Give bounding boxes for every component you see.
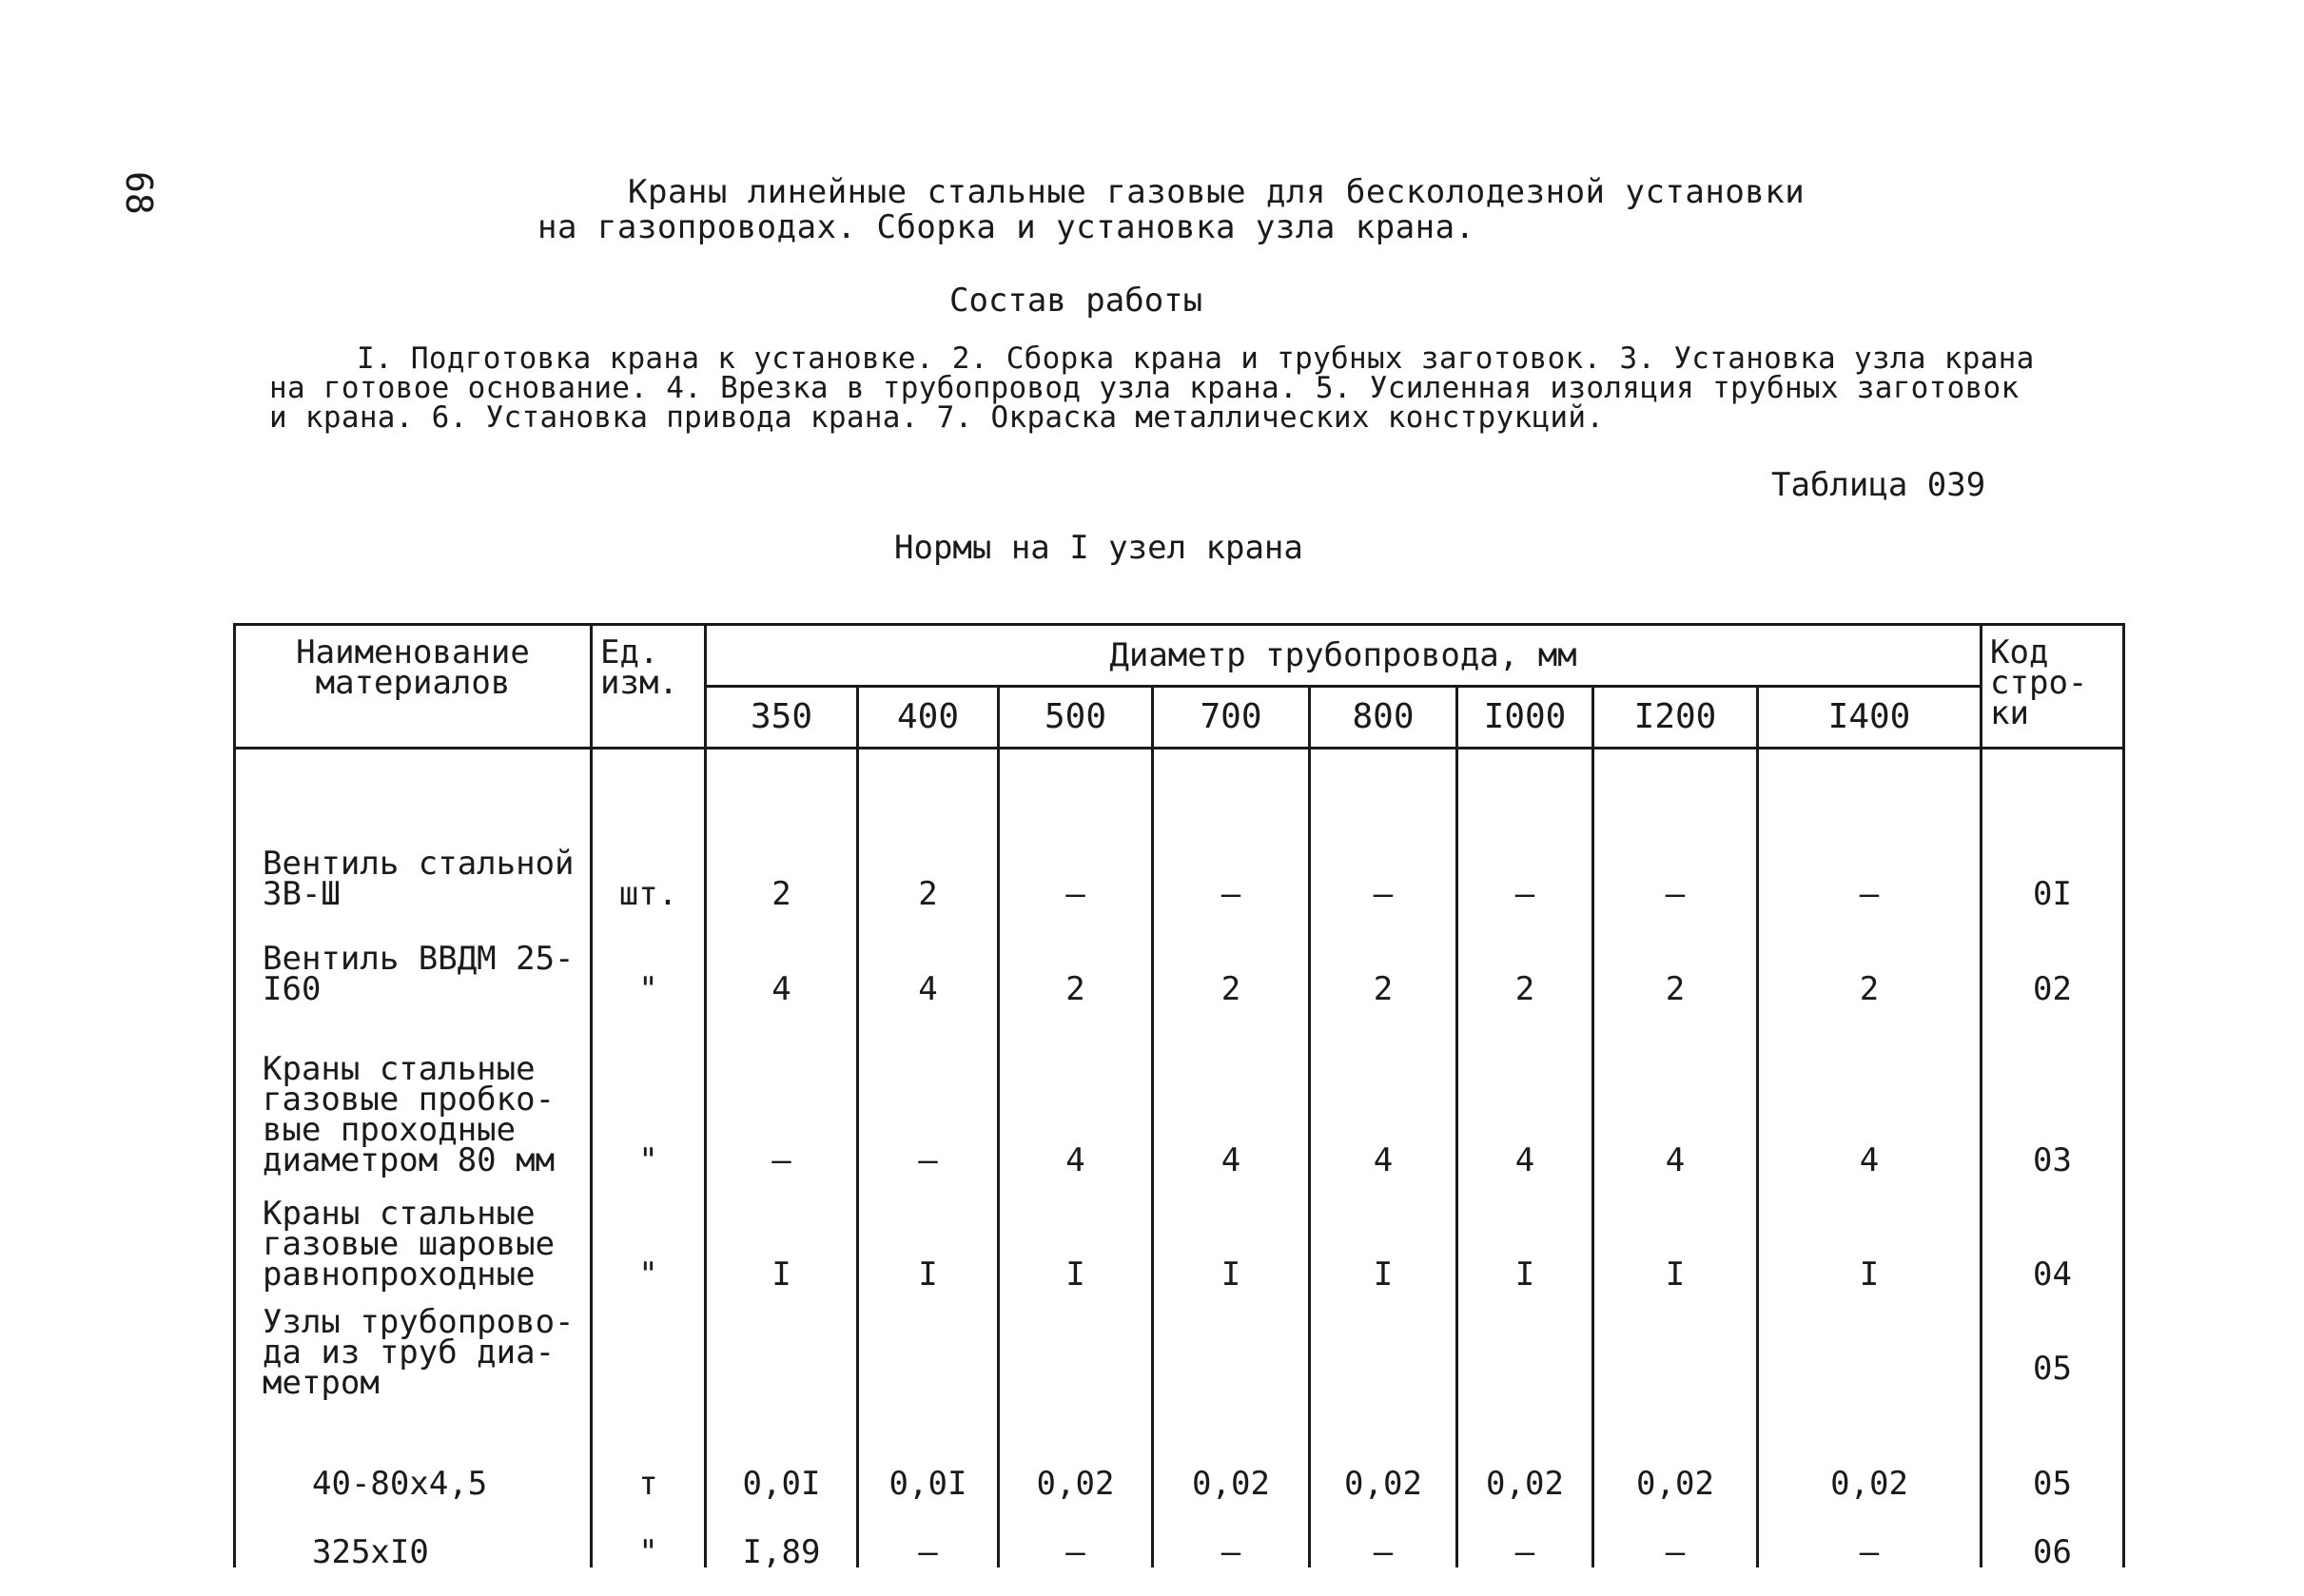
row-value: 0,02	[1457, 1431, 1593, 1499]
row-value: 4	[706, 909, 858, 1004]
row-unit: "	[592, 1004, 706, 1176]
header-d-1400: I400	[1758, 687, 1982, 749]
row-code: 05	[1982, 1290, 2124, 1431]
row-value: 0,02	[1153, 1431, 1310, 1499]
row-value: 4	[999, 1004, 1153, 1176]
row-code: 06	[1982, 1499, 2124, 1567]
row-value: 0,02	[1758, 1431, 1982, 1499]
row-value	[706, 1290, 858, 1431]
norms-table-container	[233, 623, 2122, 1571]
header-d-400: 400	[858, 687, 999, 749]
row-value	[1310, 1290, 1457, 1431]
row-value: I,89	[706, 1499, 858, 1567]
row-value: 2	[1758, 909, 1982, 1004]
row-value: I	[1593, 1176, 1758, 1290]
table-row	[235, 1290, 2124, 1431]
table-row	[235, 1004, 2124, 1176]
header-d-1200: I200	[1593, 687, 1758, 749]
header-code: Код стро-ки	[1982, 625, 2124, 749]
row-value: 4	[1457, 1004, 1593, 1176]
row-value: –	[1310, 749, 1457, 910]
row-value: –	[706, 1004, 858, 1176]
norms-table	[233, 623, 2125, 1571]
section-title: Состав работы	[949, 282, 1203, 320]
row-value: –	[1457, 1499, 1593, 1567]
table-row	[235, 909, 2124, 1004]
work-line-3: и крана. 6. Установка привода крана. 7. Окраска металлических конструкций.	[269, 400, 1605, 435]
row-code: 03	[1982, 1004, 2124, 1176]
row-value: 0,0I	[706, 1431, 858, 1499]
row-unit: т	[592, 1431, 706, 1499]
row-value	[858, 1290, 999, 1431]
row-name: Вентиль стальной 3В-Ш	[235, 749, 592, 910]
row-unit: "	[592, 1499, 706, 1567]
table-row	[235, 1176, 2124, 1290]
row-value: 4	[1153, 1004, 1310, 1176]
row-code: 02	[1982, 909, 2124, 1004]
row-value: I	[1758, 1176, 1982, 1290]
row-code: 04	[1982, 1176, 2124, 1290]
row-value: I	[1310, 1176, 1457, 1290]
row-value: –	[1153, 1499, 1310, 1567]
table-label: Таблица 039	[1771, 466, 1986, 504]
row-name: Краны стальные газовые шаровые равнопроходные	[235, 1176, 592, 1290]
row-name: Вентиль ВВДМ 25-I60	[235, 909, 592, 1004]
row-value: –	[999, 749, 1153, 910]
row-unit: шт.	[592, 749, 706, 910]
row-value: 0,02	[1593, 1431, 1758, 1499]
row-value: –	[858, 1499, 999, 1567]
norms-title: Нормы на I узел крана	[894, 529, 1303, 567]
row-value: –	[1593, 1499, 1758, 1567]
table-row	[235, 1431, 2124, 1499]
row-unit	[592, 1290, 706, 1431]
header-d-350: 350	[706, 687, 858, 749]
row-name: 325xI0	[235, 1499, 592, 1567]
row-value: –	[1758, 1499, 1982, 1567]
header-d-1000: I000	[1457, 687, 1593, 749]
row-value	[1758, 1290, 1982, 1431]
row-value: –	[1153, 749, 1310, 910]
row-value: I	[858, 1176, 999, 1290]
row-value: –	[1593, 749, 1758, 910]
row-unit: "	[592, 909, 706, 1004]
row-value: 2	[999, 909, 1153, 1004]
row-name: Узлы трубопрово-да из труб диа-метром	[235, 1290, 592, 1431]
row-value: 0,0I	[858, 1431, 999, 1499]
row-value: 4	[1593, 1004, 1758, 1176]
row-value: –	[1457, 749, 1593, 910]
table-row	[235, 749, 2124, 910]
row-value: I	[706, 1176, 858, 1290]
header-diameter: Диаметр трубопровода, мм	[706, 625, 1982, 687]
row-value: 0,02	[999, 1431, 1153, 1499]
row-value: 2	[858, 749, 999, 910]
row-value: 2	[1310, 909, 1457, 1004]
row-value	[1457, 1290, 1593, 1431]
work-line-1: I. Подготовка крана к установке. 2. Сборка крана и трубных заготовок. 3. Установка узла крана	[357, 341, 2035, 376]
row-value: I	[999, 1176, 1153, 1290]
header-unit: Ед. изм.	[592, 625, 706, 749]
row-value: 4	[1310, 1004, 1457, 1176]
header-d-800: 800	[1310, 687, 1457, 749]
row-value: 2	[1153, 909, 1310, 1004]
row-value: I	[1153, 1176, 1310, 1290]
row-value: 4	[1758, 1004, 1982, 1176]
row-value: 0,02	[1310, 1431, 1457, 1499]
row-value: –	[1758, 749, 1982, 910]
header-name: Наименование материалов	[235, 625, 592, 749]
row-name: 40-80x4,5	[235, 1431, 592, 1499]
row-value: 2	[706, 749, 858, 910]
row-value: 4	[858, 909, 999, 1004]
header-d-700: 700	[1153, 687, 1310, 749]
row-value: 2	[1593, 909, 1758, 1004]
row-value	[1593, 1290, 1758, 1431]
row-value: –	[1310, 1499, 1457, 1567]
table-row	[235, 1499, 2124, 1567]
title-line-2: на газопроводах. Сборка и установка узла крана.	[537, 208, 1475, 246]
title-line-1: Краны линейные стальные газовые для бесколодезной установки	[628, 173, 1806, 211]
header-d-500: 500	[999, 687, 1153, 749]
row-code: 0I	[1982, 749, 2124, 910]
row-unit: "	[592, 1176, 706, 1290]
work-line-2: на готовое основание. 4. Врезка в трубопровод узла крана. 5. Усиленная изоляция трубных заготовок	[269, 371, 2020, 405]
row-value	[999, 1290, 1153, 1431]
row-value: 2	[1457, 909, 1593, 1004]
row-value: –	[999, 1499, 1153, 1567]
row-value: –	[858, 1004, 999, 1176]
row-value	[1153, 1290, 1310, 1431]
row-name: Краны стальные газовые пробко-вые проходные диаметром 80 мм	[235, 1004, 592, 1176]
row-code: 05	[1982, 1431, 2124, 1499]
row-value: I	[1457, 1176, 1593, 1290]
page-number: 68	[118, 171, 160, 215]
